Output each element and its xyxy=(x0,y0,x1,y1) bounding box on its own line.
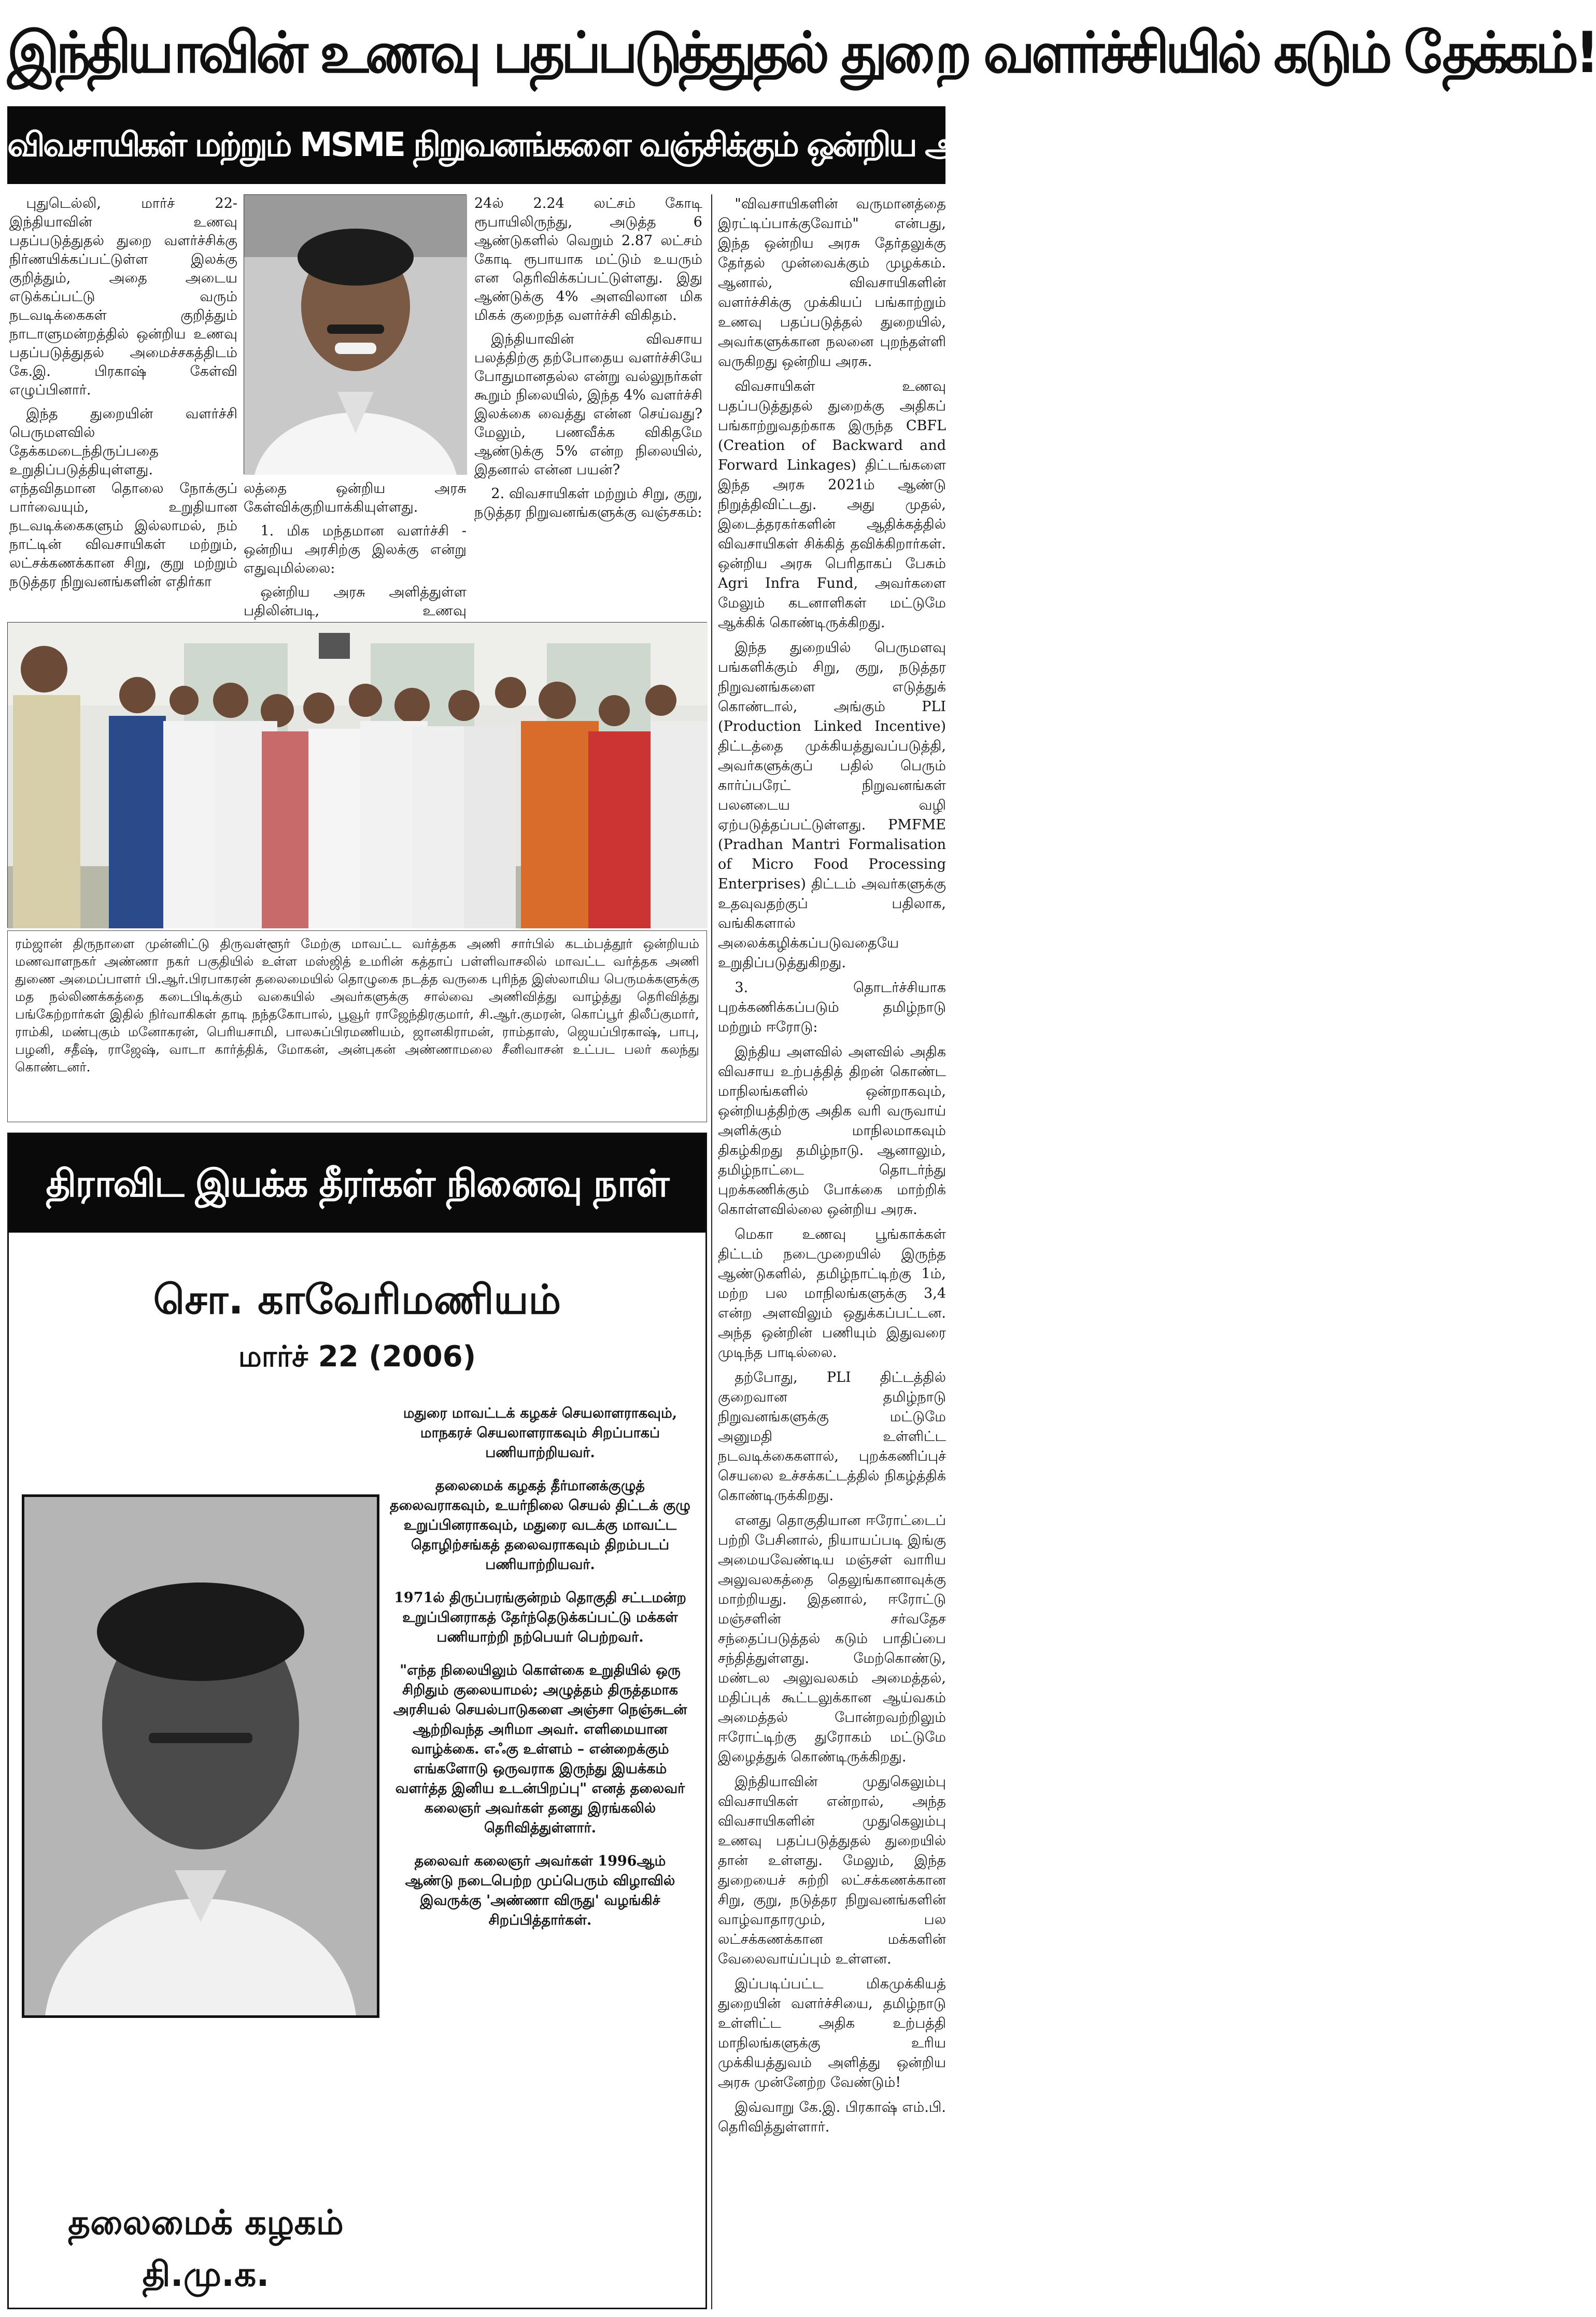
group-photo-image xyxy=(8,623,708,928)
obituary-footer-party: தி.மு.க. xyxy=(142,2254,270,2294)
subheadline: விவசாயிகள் மற்றும் MSME நிறுவனங்களை வஞ்சிக்கும் ஒன்றிய அரசிற்கு கே.இ.பிரகாஷ் எம்.பி. கண்டனம்! xyxy=(7,106,945,184)
article-paragraph: இந்திய அளவில் அளவில் அதிக விவசாய உற்பத்தித் திறன் கொண்ட மாநிலங்களில் ஒன்றாகவும், ஒன்றியத்திற்கு அதிக வரி வருவாய் அளிக்கும் மாநிலமாகவும் திகழ்கிறது தமிழ்நாடு. ஆனாலும், தமிழ்நாட்டை தொடர்ந்து புறக்கணிக்கும் போக்கை மாற்றிக் கொள்ளவில்லை ஒன்றிய அரசு. xyxy=(718,1044,946,1218)
obituary-header: திராவிட இயக்க தீரர்கள் நினைவு நாள் xyxy=(9,1134,705,1233)
article-column-3 xyxy=(474,194,702,617)
obituary-name: சொ. காவேரிமணியம் xyxy=(153,1277,561,1323)
group-event-photo xyxy=(7,622,707,928)
article-paragraph: தற்போது, PLI திட்டத்தில் குறைவான தமிழ்நாடு நிறுவனங்களுக்கு மட்டுமே அனுமதி உள்ளிட்ட நடவடிக்கைகளால், புறக்கணிப்புச் செயலை உச்சக்கட்டத்தில் நிகழ்த்திக் கொண்டிருக்கிறது. xyxy=(718,1369,946,1504)
article-paragraph: லத்தை ஒன்றிய அரசு கேள்விக்குறியாக்கியுள்ளது. xyxy=(244,481,467,515)
article-paragraph: இந்தியாவின் விவசாய பலத்திற்கு தற்போதைய வளர்ச்சியே போதுமானதல்ல என்று வல்லுநர்கள் கூறும் நிலையில், இந்த 4% வளர்ச்சி இலக்கை வைத்து என்ன செய்வது? மேலும், பணவீக்க விகிதமே ஆண்டுக்கு 5% என்ற நிலையில், இதனால் என்ன பயன்? xyxy=(474,331,702,478)
obituary-date: மார்ச் 22 (2006) xyxy=(238,1340,476,1374)
obituary-portrait-image xyxy=(24,1497,377,2015)
obituary-portrait xyxy=(22,1494,379,2018)
article-paragraph: புதுடெல்லி, மார்ச் 22- இந்தியாவின் உணவு பதப்படுத்துதல் துறை வளர்ச்சிக்கு நிர்ணயிக்கப்பட்டுள்ள இலக்கு குறித்தும், அதை அடைய எடுக்கப்பட்டு வரும் நடவடிக்கைகள் குறித்தும் நாடாளுமன்றத்தில் ஒன்றிய உணவு பதப்படுத்துதல் அமைச்சகத்திடம் கே.இ. பிரகாஷ் கேள்வி எழுப்பினார். xyxy=(9,195,237,398)
obituary-paragraph: தலைமைக் கழகத் தீர்மானக்குழுத் தலைவராகவும், உயர்நிலை செயல் திட்டக் குழு உறுப்பினராகவும், மதுரை வடக்கு மாவட்ட தொழிற்சங்கத் தலைவராகவும் திறம்படப் பணியாற்றியவர். xyxy=(390,1478,690,1573)
article-paragraph: மெகா உணவு பூங்காக்கள் திட்டம் நடைமுறையில் இருந்த ஆண்டுகளில், தமிழ்நாட்டிற்கு 1ம், மற்ற பல மாநிலங்களுக்கு 3,4 என்ற அளவிலும் ஒதுக்கப்பட்டன. அந்த ஒன்றின் பணியும் இதுவரை முடிந்த பாடில்லை. xyxy=(718,1226,946,1361)
article-paragraph: ஒன்றிய அரசு அளித்துள்ள பதிலின்படி, உணவு xyxy=(244,584,467,619)
obituary-footer-org: தலைமைக் கழகம் xyxy=(68,2202,344,2242)
article-paragraph: இந்த துறையில் பெருமளவு பங்களிக்கும் சிறு, குறு, நடுத்தர நிறுவனங்களை எடுத்துக் கொண்டால், அங்கும் PLI (Production Linked Incentive) திட்டத்தை முக்கியத்துவப்படுத்தி, அவர்களுக்குப் பதில் பெரும் கார்ப்பரேட் நிறுவனங்கள் பலனடைய வழி ஏற்படுத்தப்பட்டுள்ளது. PMFME (Pradhan Mantri Formalisation of Micro Food Processing Enterprises) திட்டம் அவர்களுக்கு உதவுவதற்குப் பதிலாக, வங்கிகளால் அலைக்கழிக்கப்படுவதையே உறுதிப்படுத்துகிறது. xyxy=(718,640,946,971)
article-paragraph: இந்தியாவின் முதுகெலும்பு விவசாயிகள் என்றால், அந்த விவசாயிகளின் முதுகெலும்பு உணவு பதப்படுத்துதல் துறையில் தான் உள்ளது. மேலும், இந்த துறையைச் சுற்றி லட்சக்கணக்கான சிறு, குறு, நடுத்தர நிறுவனங்களின் வாழ்வாதாரமும், பல லட்சக்கணக்கான மக்களின் வேலைவாய்ப்பும் உள்ளன. xyxy=(718,1774,946,1967)
article-column-2 xyxy=(244,479,467,617)
headline: இந்தியாவின் உணவு பதப்படுத்துதல் துறை வளர்ச்சியில் கடும் தேக்கம்! xyxy=(7,19,1596,86)
article-paragraph: 3. தொடர்ச்சியாக புறக்கணிக்கப்படும் தமிழ்நாடு மற்றும் ஈரோடு: xyxy=(718,980,946,1035)
obituary-paragraph: "எந்த நிலையிலும் கொள்கை உறுதியில் ஒரு சிறிதும் குலையாமல்; அழுத்தம் திருத்தமாக அரசியல் செயல்பாடுகளை அஞ்சா நெஞ்சுடன் ஆற்றிவந்த அரிமா அவர். எளிமையான வாழ்க்கை. எஃகு உள்ளம் – என்றைக்கும் எங்களோடு ஒருவராக இருந்து இயக்கம் வளர்த்த இனிய உடன்பிறப்பு" எனத் தலைவர் கலைஞர் அவர்கள் தனது இரங்கலில் தெரிவித்துள்ளார். xyxy=(393,1662,687,1836)
article-paragraph: 24ல் 2.24 லட்சம் கோடி ரூபாயிலிருந்து, அடுத்த 6 ஆண்டுகளில் வெறும் 2.87 லட்சம் கோடி ரூபாயாக மட்டும் உயரும் என தெரிவிக்கப்பட்டுள்ளது. இது ஆண்டுக்கு 4% அளவிலான மிக மிகக் குறைந்த வளர்ச்சி விகிதம். xyxy=(474,195,702,323)
mp-portrait-image xyxy=(244,195,467,475)
obituary-paragraph: தலைவர் கலைஞர் அவர்கள் 1996ஆம் ஆண்டு நடைபெற்ற முப்பெரும் விழாவில் இவருக்கு 'அண்ணா விருது' வழங்கிச் சிறப்பித்தார்கள். xyxy=(405,1853,675,1928)
article-paragraph: இந்த துறையின் வளர்ச்சி பெருமளவில் தேக்கமடைந்திருப்பதை உறுதிப்படுத்தியுள்ளது. எந்தவிதமான தொலை நோக்குப் பார்வையும், உறுதியான நடவடிக்கைகளும் இல்லாமல், நம் நாட்டின் விவசாயிகள் மற்றும், லட்சக்கணக்கான சிறு, குறு மற்றும் நடுத்தர நிறுவனங்களின் எதிர்கா xyxy=(9,406,237,590)
obituary-paragraph: மதுரை மாவட்டக் கழகச் செயலாளராகவும், மாநகரச் செயலாளராகவும் சிறப்பாகப் பணியாற்றியவர். xyxy=(403,1405,677,1461)
mp-portrait-photo xyxy=(244,194,467,474)
article-paragraph: விவசாயிகள் உணவு பதப்படுத்துதல் துறைக்கு அதிகப் பங்காற்றுவதற்காக இருந்த CBFL (Creation of Backward and Forward Linkages) திட்டங்களை இந்த அரசு 2021ம் ஆண்டு நிறுத்திவிட்டது. அது முதல், இடைத்தரகர்களின் ஆதிக்கத்தில் விவசாயிகள் சிக்கித் தவிக்கிறார்கள். ஒன்றிய அரசு பெரிதாகப் பேசும் Agri Infra Fund, அவர்களை மேலும் கடனாளிகள் மட்டுமே ஆக்கிக் கொண்டிருக்கிறது. xyxy=(718,378,946,631)
obituary-text xyxy=(390,1404,690,2223)
article-paragraph: 2. விவசாயிகள் மற்றும் சிறு, குறு, நடுத்தர நிறுவனங்களுக்கு வஞ்சகம்: xyxy=(474,486,702,520)
article-paragraph: 1. மிக மந்தமான வளர்ச்சி - ஒன்றிய அரசிற்கு இலக்கு என்று எதுவுமில்லை: xyxy=(244,523,467,576)
obituary-paragraph: 1971ல் திருப்பரங்குன்றம் தொகுதி சட்டமன்ற உறுப்பினராகத் தேர்ந்தெடுக்கப்பட்டு மக்கள் பணியாற்றி நற்பெயர் பெற்றவர். xyxy=(394,1590,686,1645)
article-paragraph: எனது தொகுதியான ஈரோட்டைப் பற்றி பேசினால், நியாயப்படி இங்கு அமையவேண்டிய மஞ்சள் வாரிய அலுவலகத்தை தெலுங்கானாவுக்கு மாற்றியது. இதனால், ஈரோட்டு மஞ்சளின் சர்வதேச சந்தைப்படுத்தல் கடும் பாதிப்பை சந்தித்துள்ளது. மேற்கொண்டு, மண்டல அலுவலகம் அமைத்தல், மதிப்புக் கூட்டலுக்கான ஆய்வகம் அமைத்தல் போன்றவற்றிலும் ஈரோட்டிற்கு துரோகம் மட்டுமே இழைத்துக் கொண்டிருக்கிறது. xyxy=(718,1513,946,1765)
column-divider xyxy=(711,194,712,2309)
photo-caption: ரம்ஜான் திருநாளை முன்னிட்டு திருவள்ளூர் மேற்கு மாவட்ட வர்த்தக அணி சார்பில் கடம்பத்தூர் ஒன்றியம் மணவாளநகர் அண்ணா நகர் பகுதியில் உள்ள மஸ்ஜித் உமரின் கத்தாப் பள்ளிவாசலில் மாவட்ட வர்த்தக அணி துணை அமைப்பாளர் பி.ஆர்.பிரபாகரன் தலைமையில் தொழுகை நடத்த வருகை புரிந்த இஸ்லாமிய பெருமக்களுக்கு மத நல்லிணக்கத்தை கடைபிடிக்கும் வகையில் அவர்களுக்கு சால்வை அணிவித்து வாழ்த்து தெரிவித்து பங்கேற்றார்கள் இதில் நிர்வாகிகள் தாடி நந்தகோபால், பூவூர் ராஜேந்திரகுமார், சி.ஆர்.குமரன், கொப்பூர் திலீப்குமார், ராம்கி, மண்புகும் மனோகரன், பெரியசாமி, பாலசுப்பிரமணியம், ஜானகிராமன், ராம்தாஸ், ஜெயப்பிரகாஷ், பாபு, பழனி, சதீஷ், ராஜேஷ், வாடா கார்த்திக், மோகன், அன்புகன் அண்ணாமலை சீனிவாசன் உட்பட பலர் கலந்து கொண்டனர். xyxy=(7,930,707,1122)
article-column-1 xyxy=(9,194,237,614)
article-paragraph: "விவசாயிகளின் வருமானத்தை இரட்டிப்பாக்குவோம்" என்பது, இந்த ஒன்றிய அரசு தேர்தலுக்கு தேர்தல் முன்வைக்கும் முழக்கம். ஆனால், விவசாயிகளின் வளர்ச்சிக்கு முக்கியப் பங்காற்றும் உணவு பதப்படுத்தல் துறையில், அவர்களுக்கான நலனை புறந்தள்ளி வருகிறது ஒன்றிய அரசு. xyxy=(718,196,946,370)
obituary-box xyxy=(7,1133,707,2309)
article-paragraph: இவ்வாறு கே.இ. பிரகாஷ் எம்.பி. தெரிவித்துள்ளார். xyxy=(718,2099,946,2135)
article-paragraph: இப்படிப்பட்ட மிகமுக்கியத் துறையின் வளர்ச்சியை, தமிழ்நாடு உள்ளிட்ட அதிக உற்பத்தி மாநிலங்களுக்கு உரிய முக்கியத்துவம் அளித்து ஒன்றிய அரசு முன்னேற்ற வேண்டும்! xyxy=(718,1976,946,2090)
article-column-4 xyxy=(718,194,946,2309)
